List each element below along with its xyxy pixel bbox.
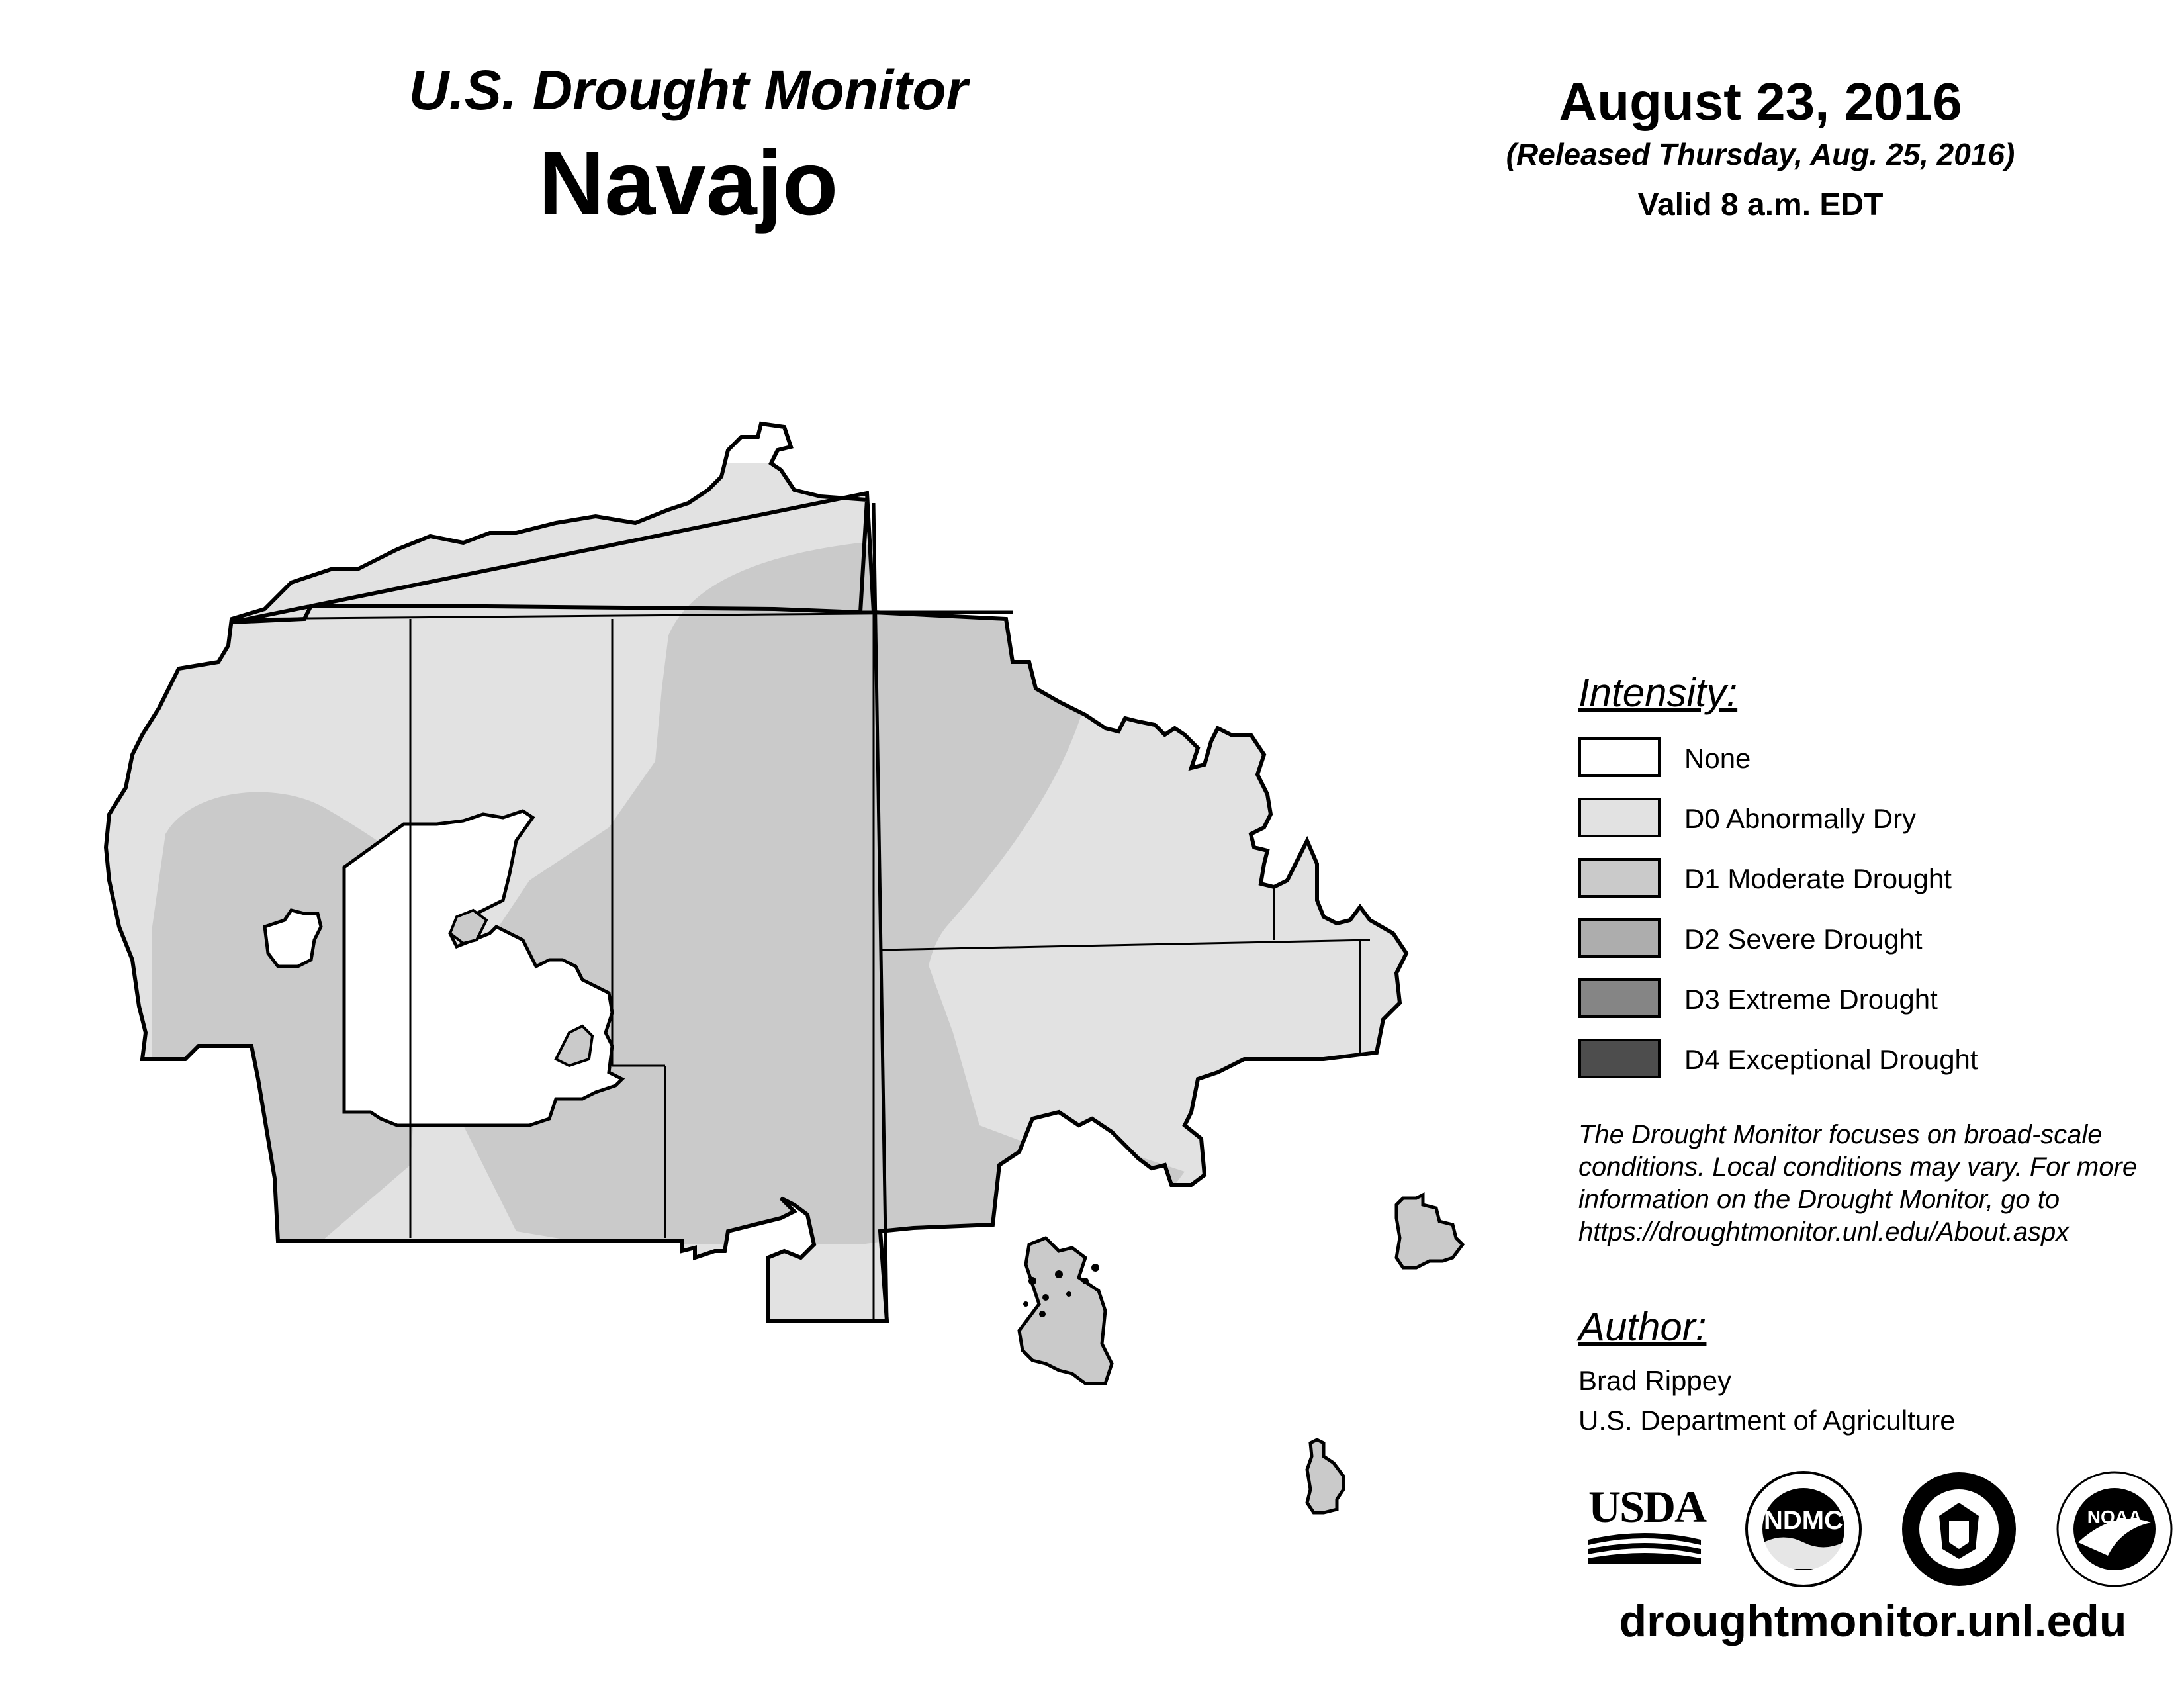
region-name: Navajo — [538, 132, 839, 234]
author-name: Brad Rippey — [1578, 1365, 1732, 1396]
author-organization: U.S. Department of Agriculture — [1578, 1405, 1956, 1436]
legend-swatch — [1578, 737, 1661, 777]
legend-label: D3 Extreme Drought — [1684, 984, 1938, 1015]
legend-label: D0 Abnormally Dry — [1684, 803, 1917, 834]
usda-logo — [1588, 1481, 1706, 1562]
release-date: (Released Thursday, Aug. 25, 2016) — [1506, 137, 2015, 171]
legend-swatch — [1578, 918, 1661, 958]
map-title: U.S. Drought Monitor — [408, 59, 968, 121]
commerce-logo — [1899, 1470, 2019, 1589]
legend-heading: Intensity: — [1578, 671, 1738, 715]
fragment-east — [1396, 1195, 1463, 1268]
legend-swatch — [1578, 1039, 1661, 1078]
department-of-commerce-seal-icon — [1899, 1470, 2019, 1589]
ndmc-label: NDMC — [1764, 1506, 1843, 1535]
usda-hills-icon — [1588, 1530, 1701, 1564]
usda-logo-text: USDA — [1588, 1481, 1706, 1532]
ndmc-logo — [1744, 1470, 1863, 1589]
legend-swatch — [1578, 798, 1661, 837]
map-date: August 23, 2016 — [1559, 72, 1962, 131]
disclaimer-note: The Drought Monitor focuses on broad-scale conditions. Local conditions may vary. For more information on the Drought Monitor, go to https://droughtmonitor.unl.edu/About.aspx — [1578, 1120, 2138, 1246]
noaa-seal-icon — [2055, 1470, 2174, 1589]
outlying-fragments — [1019, 1195, 1463, 1513]
author-heading: Author: — [1578, 1305, 1707, 1349]
fragment-south — [1307, 1440, 1343, 1513]
legend-label: D4 Exceptional Drought — [1684, 1044, 1978, 1075]
legend-item-d1 — [1578, 858, 2174, 902]
noaa-logo — [2055, 1470, 2174, 1589]
legend-swatch — [1578, 858, 1661, 898]
legend-item-d4 — [1578, 1039, 2174, 1082]
valid-time: Valid 8 a.m. EDT — [1637, 187, 1884, 222]
legend-item-d0 — [1578, 798, 2174, 841]
website-url: droughtmonitor.unl.edu — [1619, 1596, 2127, 1646]
legend-item-d3 — [1578, 978, 2174, 1022]
fragment-checkerboard — [1019, 1238, 1112, 1383]
legend-label: D1 Moderate Drought — [1684, 863, 1952, 894]
legend-label: D2 Severe Drought — [1684, 923, 1923, 955]
legend-item-d2 — [1578, 918, 2174, 962]
legend-swatch — [1578, 978, 1661, 1018]
legend-label: None — [1684, 743, 1751, 774]
noaa-label: NOAA — [2087, 1507, 2142, 1527]
legend-item-none — [1578, 737, 2174, 781]
